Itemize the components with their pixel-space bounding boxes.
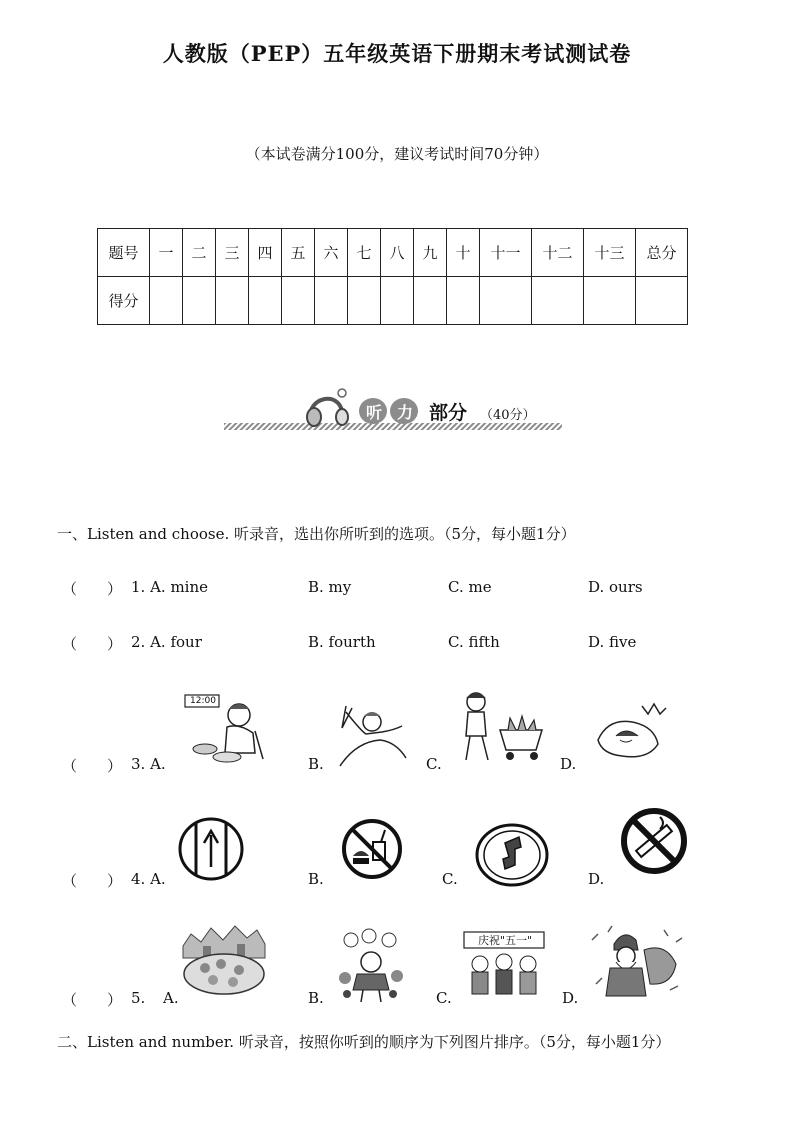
score-cell-header: 一 xyxy=(150,229,183,277)
score-input-cell[interactable] xyxy=(249,277,282,325)
score-table-score-row xyxy=(98,277,688,325)
score-table xyxy=(97,228,688,325)
q3-option-a: 3. A. xyxy=(131,755,166,773)
score-input-cell[interactable] xyxy=(480,277,532,325)
q1-option-a: 1. A. mine xyxy=(131,578,209,596)
score-cell-header: 七 xyxy=(348,229,381,277)
score-table-header-row xyxy=(98,229,688,277)
recycle-sign-icon xyxy=(475,823,549,891)
score-input-cell[interactable] xyxy=(381,277,414,325)
q4-option-d: D. xyxy=(588,870,605,888)
score-input-cell[interactable] xyxy=(150,277,183,325)
listening-banner xyxy=(224,383,564,433)
score-cell-header: 四 xyxy=(249,229,282,277)
answer-bracket[interactable]: （ ） xyxy=(62,757,123,775)
score-cell-header: 十一 xyxy=(480,229,532,277)
q2-option-c: C. fifth xyxy=(448,633,500,651)
score-input-cell[interactable] xyxy=(414,277,447,325)
q3-picture-c xyxy=(456,688,546,768)
q1-option-c: C. me xyxy=(448,578,492,596)
answer-bracket[interactable]: （ ） xyxy=(62,635,123,653)
score-cell-header: 二 xyxy=(183,229,216,277)
no-food-sign-icon xyxy=(341,818,403,884)
q5-option-c: C. xyxy=(436,989,452,1007)
score-input-cell[interactable] xyxy=(183,277,216,325)
q5-picture-a xyxy=(181,916,267,1002)
q3-option-b: B. xyxy=(308,755,324,773)
score-cell-header: 八 xyxy=(381,229,414,277)
score-input-cell[interactable] xyxy=(636,277,688,325)
score-cell-header: 六 xyxy=(315,229,348,277)
section1-heading: 一、Listen and choose. 听录音，选出你所听到的选项。（5分，每小题1分） xyxy=(57,525,576,543)
score-input-cell[interactable] xyxy=(348,277,381,325)
q5-number: 5. xyxy=(131,989,146,1007)
q5-option-b: B. xyxy=(308,989,324,1007)
q1-option-b: B. my xyxy=(308,578,352,596)
q5-option-a: A. xyxy=(163,989,179,1007)
q5-option-d: D. xyxy=(562,989,579,1007)
answer-bracket[interactable]: （ ） xyxy=(62,991,123,1009)
score-cell-header: 十三 xyxy=(584,229,636,277)
score-cell-label: 题号 xyxy=(98,229,150,277)
page-title: 人教版（PEP）五年级英语下册期末考试测试卷 xyxy=(162,41,632,66)
q5-picture-d xyxy=(588,924,684,1008)
clock-label: 12:00 xyxy=(190,696,216,706)
celebration-sign: 庆祝"五一" xyxy=(477,934,533,947)
q2-option-a: 2. A. four xyxy=(131,633,202,651)
answer-bracket[interactable]: （ ） xyxy=(62,580,123,598)
q2-option-b: B. fourth xyxy=(308,633,376,651)
score-cell-header: 五 xyxy=(282,229,315,277)
q3-picture-d xyxy=(592,700,672,766)
banner-points: （40分） xyxy=(480,408,536,423)
q2-option-d: D. five xyxy=(588,633,637,651)
one-way-sign-icon xyxy=(178,817,244,885)
section2-heading: 二、Listen and number. 听录音，按照你听到的顺序为下列图片排序。（5分，每小题1分） xyxy=(57,1033,671,1051)
score-input-cell[interactable] xyxy=(315,277,348,325)
score-cell-header: 三 xyxy=(216,229,249,277)
q3-option-d: D. xyxy=(560,755,577,773)
score-input-cell[interactable] xyxy=(282,277,315,325)
q3-option-c: C. xyxy=(426,755,442,773)
answer-bracket[interactable]: （ ） xyxy=(62,872,123,890)
score-cell-label: 得分 xyxy=(98,277,150,325)
headphones-icon xyxy=(307,389,348,426)
q4-option-b: B. xyxy=(308,870,324,888)
q5-picture-b xyxy=(333,928,409,1008)
q4-option-a: 4. A. xyxy=(131,870,166,888)
banner-char-b: 力 xyxy=(396,403,413,422)
score-cell-header: 十 xyxy=(447,229,480,277)
banner-part-label: 部分 xyxy=(429,402,468,424)
score-cell-header: 十二 xyxy=(532,229,584,277)
score-cell-total: 总分 xyxy=(636,229,688,277)
score-input-cell[interactable] xyxy=(447,277,480,325)
q1-option-d: D. ours xyxy=(588,578,643,596)
score-input-cell[interactable] xyxy=(584,277,636,325)
score-cell-header: 九 xyxy=(414,229,447,277)
q4-option-c: C. xyxy=(442,870,458,888)
no-smoking-sign-icon xyxy=(620,807,688,879)
banner-char-a: 听 xyxy=(365,403,382,422)
score-input-cell[interactable] xyxy=(216,277,249,325)
score-input-cell[interactable] xyxy=(532,277,584,325)
page-subtitle: （本试卷满分100分，建议考试时间70分钟） xyxy=(245,145,549,163)
q3-picture-b xyxy=(336,702,408,772)
